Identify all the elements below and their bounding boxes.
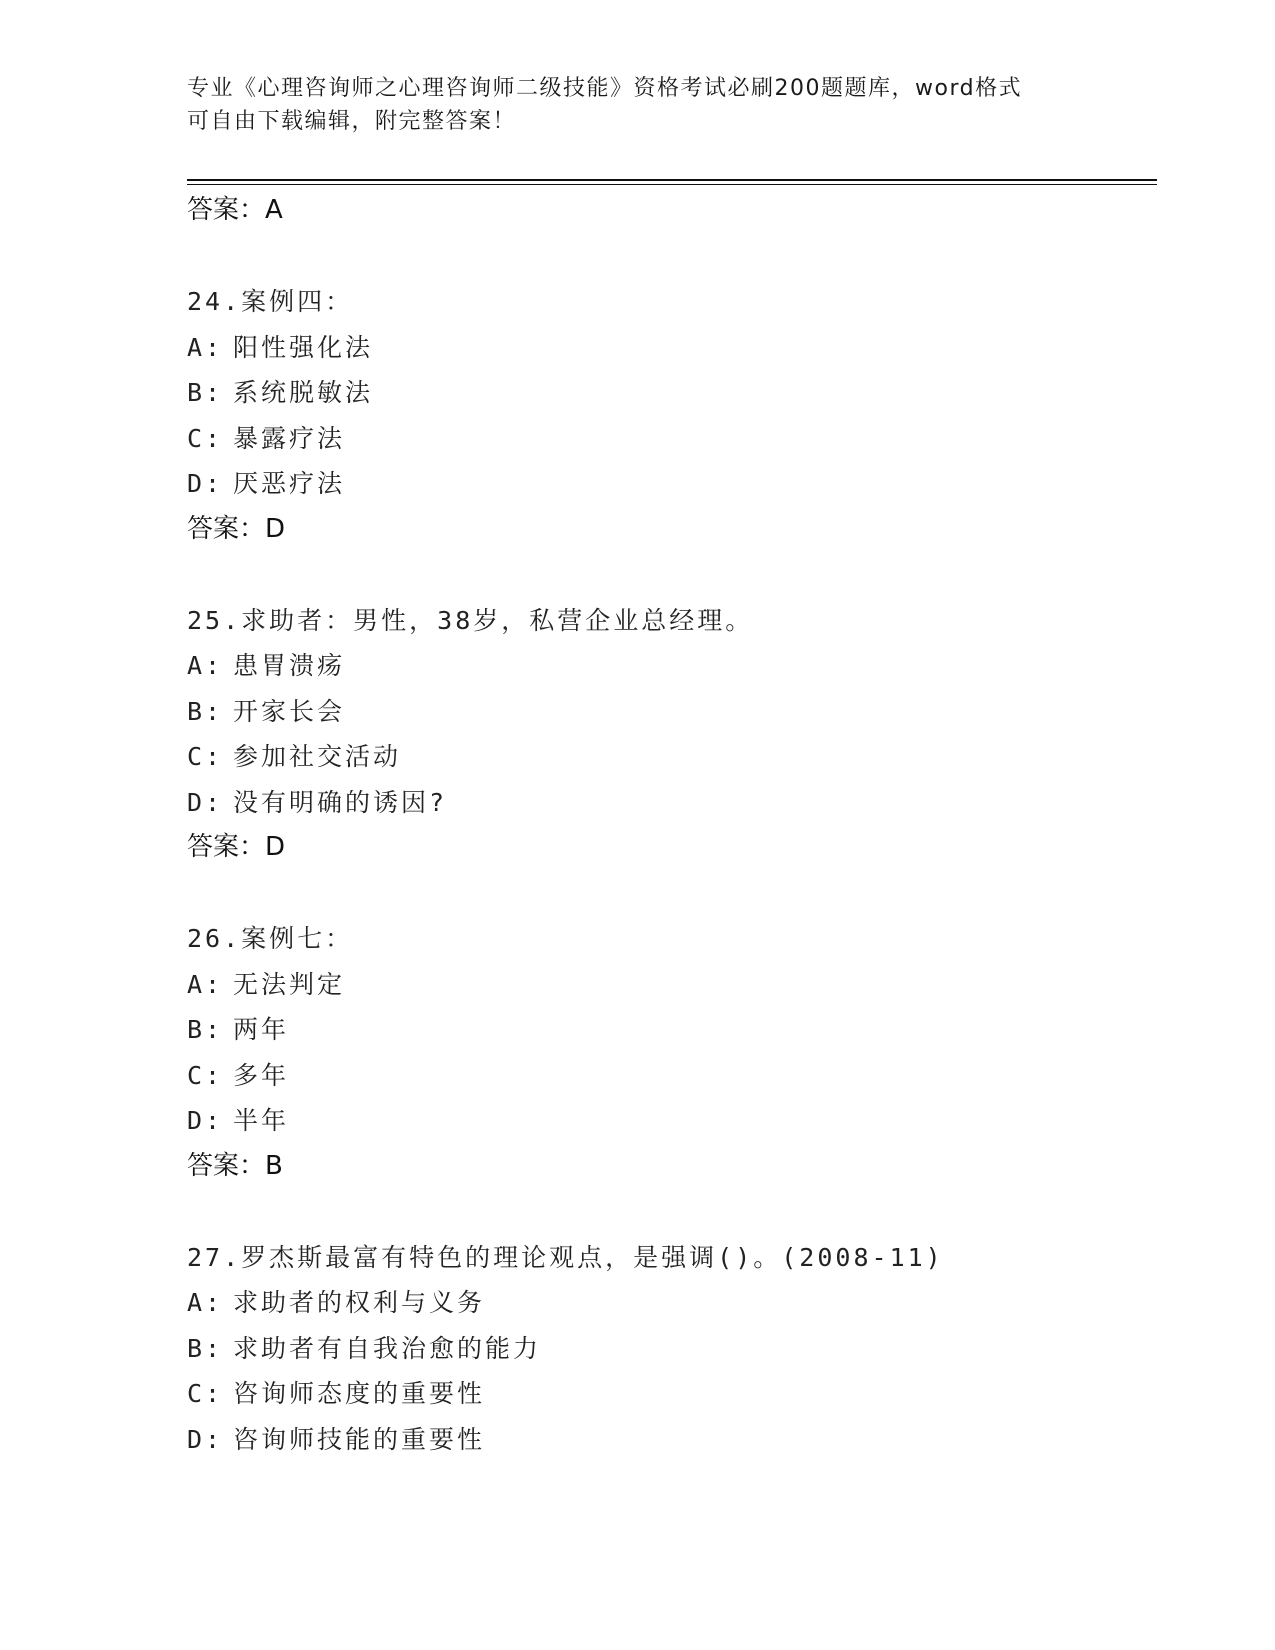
option-c xyxy=(187,416,1147,462)
option-text: 无法判定 xyxy=(233,969,346,999)
spacer xyxy=(187,1189,1147,1235)
option-text: 没有明确的诱因? xyxy=(233,787,448,817)
spacer xyxy=(187,870,1147,916)
option-key: A: xyxy=(187,969,224,999)
option-text: 半年 xyxy=(233,1106,290,1135)
answer-line: 答案：D xyxy=(187,513,286,544)
option-b xyxy=(187,689,1147,735)
header-divider-thin xyxy=(187,184,1157,185)
spacer xyxy=(187,552,1147,598)
option-a xyxy=(187,962,1147,1008)
question-title: 24.案例四： xyxy=(187,287,354,316)
option-key: C: xyxy=(187,1060,224,1090)
option-key: B: xyxy=(187,1015,224,1044)
option-key: D: xyxy=(187,787,224,817)
option-text: 参加社交活动 xyxy=(233,742,402,771)
option-key: C: xyxy=(187,1379,224,1408)
option-key: A: xyxy=(187,651,224,680)
option-c xyxy=(187,1053,1147,1099)
header-divider-thick xyxy=(187,179,1157,181)
option-text: 阳性强化法 xyxy=(233,332,374,362)
option-text: 咨询师技能的重要性 xyxy=(233,1424,486,1454)
option-key: D: xyxy=(187,469,224,498)
answer-line: 答案：D xyxy=(187,832,286,862)
option-a xyxy=(187,325,1147,371)
question-block xyxy=(187,1235,1147,1463)
option-key: A: xyxy=(187,332,224,362)
header-line-2: 可自由下载编辑，附完整答案！ xyxy=(187,109,517,134)
question-block xyxy=(187,916,1147,1189)
option-text: 咨询师态度的重要性 xyxy=(233,1379,486,1408)
option-text: 暴露疗法 xyxy=(233,423,346,453)
option-key: B: xyxy=(187,696,224,726)
spacer xyxy=(187,233,1147,279)
option-b xyxy=(187,1007,1147,1053)
question-title: 27.罗杰斯最富有特色的理论观点，是强调()。(2008-11) xyxy=(187,1242,944,1272)
previous-answer: 答案：A xyxy=(187,195,283,225)
header-line-1: 专业《心理咨询师之心理咨询师二级技能》资格考试必刷200题题库，word格式 xyxy=(187,76,1023,101)
option-d xyxy=(187,780,1147,826)
option-a xyxy=(187,1280,1147,1326)
option-key: C: xyxy=(187,423,224,453)
option-key: C: xyxy=(187,742,224,771)
option-d xyxy=(187,461,1147,507)
answer-line: 答案：B xyxy=(187,1150,283,1181)
question-block xyxy=(187,279,1147,552)
option-text: 厌恶疗法 xyxy=(233,469,346,498)
option-text: 系统脱敏法 xyxy=(233,378,374,407)
option-a xyxy=(187,643,1147,689)
option-text: 两年 xyxy=(233,1015,290,1044)
option-text: 患胃溃疡 xyxy=(233,651,346,680)
option-text: 求助者的权利与义务 xyxy=(233,1288,486,1317)
option-key: B: xyxy=(187,1333,224,1363)
question-list xyxy=(187,188,1147,1462)
option-d xyxy=(187,1417,1147,1463)
option-text: 开家长会 xyxy=(233,696,346,726)
option-key: B: xyxy=(187,378,224,407)
option-d xyxy=(187,1098,1147,1144)
question-block xyxy=(187,598,1147,871)
option-c xyxy=(187,734,1147,780)
option-key: D: xyxy=(187,1424,224,1454)
question-title: 26.案例七： xyxy=(187,924,354,953)
option-b xyxy=(187,370,1147,416)
question-title: 25.求助者：男性，38岁，私营企业总经理。 xyxy=(187,605,754,635)
option-key: A: xyxy=(187,1288,224,1317)
option-c xyxy=(187,1371,1147,1417)
option-b xyxy=(187,1326,1147,1372)
option-text: 多年 xyxy=(233,1060,290,1090)
document-header xyxy=(187,72,1067,138)
option-key: D: xyxy=(187,1106,224,1135)
option-text: 求助者有自我治愈的能力 xyxy=(233,1333,542,1363)
